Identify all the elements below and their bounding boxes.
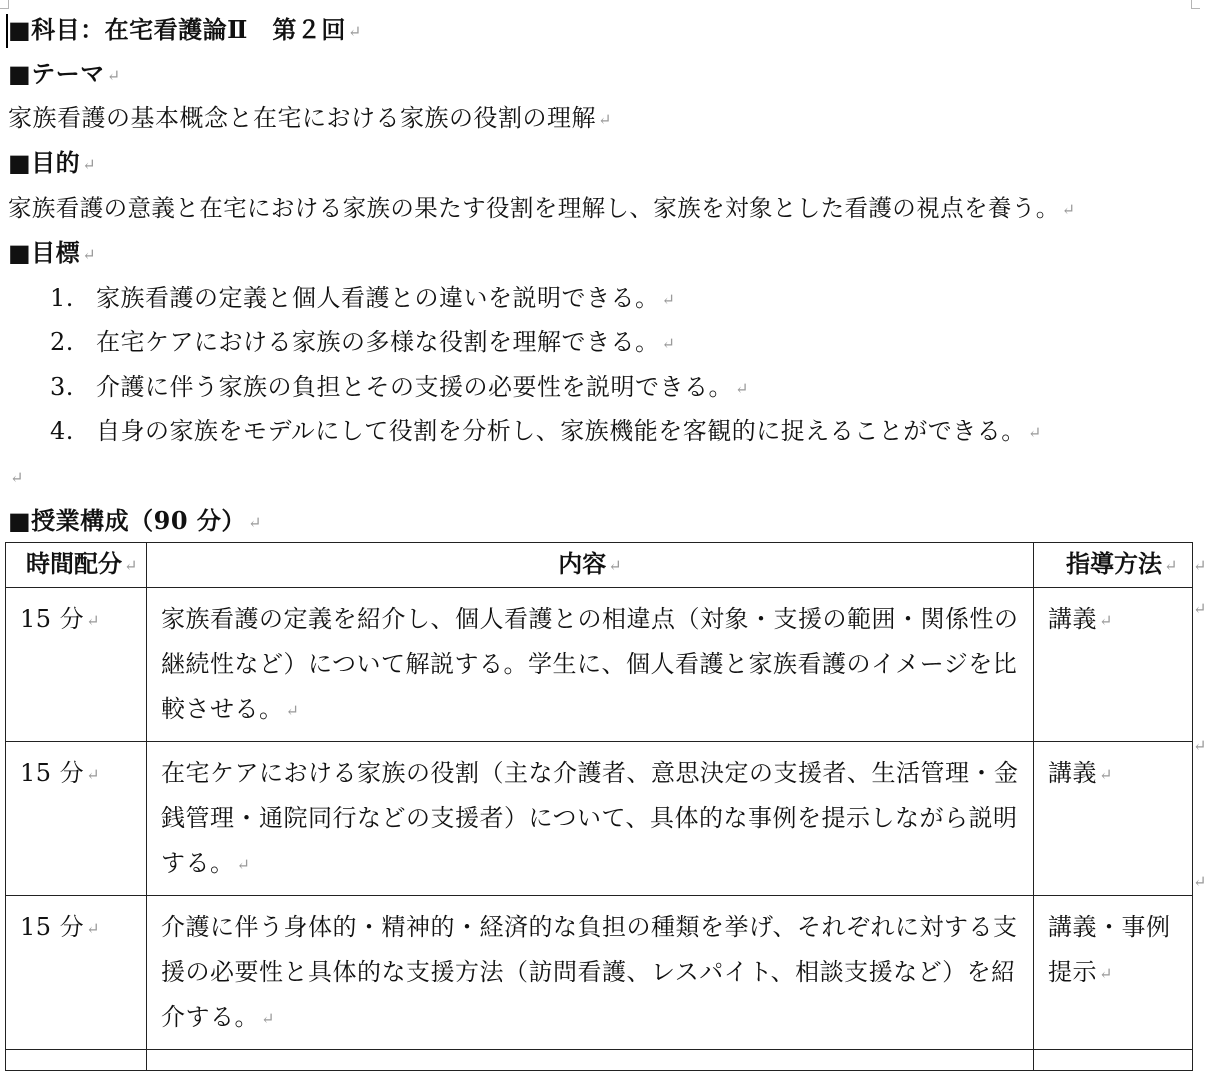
paragraph-mark-icon: ↵ xyxy=(82,245,97,264)
page-corner-mark xyxy=(0,0,9,9)
goals-heading-text: ■目標 xyxy=(8,238,81,267)
table-row xyxy=(6,896,1193,1050)
theme-text-content: 家族看護の基本概念と在宅における家族の役割の理解 xyxy=(8,104,596,132)
theme-text[interactable] xyxy=(8,102,612,136)
cell-time[interactable] xyxy=(6,1050,147,1071)
header-content-label: 内容 xyxy=(558,549,607,578)
cell-mark-icon: ↵ xyxy=(86,765,101,784)
goal-number: 4. xyxy=(50,417,74,445)
time-text: 15 分 xyxy=(20,913,85,941)
cell-mark-icon: ↵ xyxy=(1164,556,1178,575)
table-header-row xyxy=(6,543,1193,588)
goal-item[interactable] xyxy=(50,371,749,405)
goal-number: 3. xyxy=(50,373,74,401)
cell-mark-icon: ↵ xyxy=(86,611,101,630)
goal-number: 1. xyxy=(50,284,74,312)
row-end-mark-icon: ↵ xyxy=(1193,736,1206,755)
cell-method[interactable] xyxy=(1034,896,1193,1050)
header-method-label: 指導方法 xyxy=(1066,549,1162,578)
header-time-label: 時間配分 xyxy=(26,549,122,578)
goal-item[interactable] xyxy=(50,326,675,360)
paragraph-mark-icon: ↵ xyxy=(82,155,97,174)
row-end-mark-icon: ↵ xyxy=(1193,599,1206,618)
cell-content[interactable] xyxy=(147,742,1034,896)
paragraph-mark-icon: ↵ xyxy=(598,110,612,129)
method-text: 講義 xyxy=(1048,759,1097,787)
goal-text: 介護に伴う家族の負担とその支援の必要性を説明できる。 xyxy=(96,373,733,401)
cell-mark-icon: ↵ xyxy=(1099,765,1113,784)
paragraph-mark-icon: ↵ xyxy=(347,22,362,41)
purpose-text-content: 家族看護の意義と在宅における家族の果たす役割を理解し、家族を対象とした看護の視点を養う。 xyxy=(8,194,1060,222)
header-time[interactable] xyxy=(6,543,147,588)
purpose-text[interactable] xyxy=(8,192,1075,226)
table-row-continued xyxy=(6,1050,1193,1071)
lesson-structure-table xyxy=(5,542,1193,1071)
row-end-mark-icon: ↵ xyxy=(1193,556,1206,575)
cell-time[interactable] xyxy=(6,588,147,742)
paragraph-mark-icon: ↵ xyxy=(236,855,251,874)
cell-time[interactable] xyxy=(6,742,147,896)
cell-mark-icon: ↵ xyxy=(608,556,622,575)
course-title-text: ■科目：在宅看護論Ⅱ 第２回 xyxy=(8,15,346,44)
method-text: 講義・事例提示 xyxy=(1048,913,1171,986)
cell-content[interactable] xyxy=(147,588,1034,742)
goals-heading[interactable] xyxy=(8,237,96,271)
paragraph-mark-icon: ↵ xyxy=(661,290,676,309)
empty-paragraph[interactable] xyxy=(8,460,24,494)
method-text: 講義 xyxy=(1048,605,1097,633)
cell-mark-icon: ↵ xyxy=(124,556,138,575)
paragraph-mark-icon: ↵ xyxy=(261,1009,275,1028)
cell-method[interactable] xyxy=(1034,742,1193,896)
cell-method[interactable] xyxy=(1034,588,1193,742)
time-text: 15 分 xyxy=(20,759,85,787)
paragraph-mark-icon: ↵ xyxy=(285,701,300,720)
cell-content[interactable] xyxy=(147,896,1034,1050)
cell-mark-icon: ↵ xyxy=(1099,611,1113,630)
content-text: 在宅ケアにおける家族の役割（主な介護者、意思決定の支援者、生活管理・金銭管理・通院同行などの支援者）について、具体的な事例を提示しながら説明する。 xyxy=(161,759,1019,877)
paragraph-mark-icon: ↵ xyxy=(247,513,262,532)
paragraph-mark-icon: ↵ xyxy=(106,66,121,85)
goal-item[interactable] xyxy=(50,282,675,316)
goal-text: 在宅ケアにおける家族の多様な役割を理解できる。 xyxy=(96,328,660,356)
structure-heading[interactable] xyxy=(8,505,262,539)
course-title[interactable] xyxy=(8,14,362,48)
cell-time[interactable] xyxy=(6,896,147,1050)
table-row xyxy=(6,742,1193,896)
goal-text: 家族看護の定義と個人看護との違いを説明できる。 xyxy=(96,284,660,312)
purpose-heading[interactable] xyxy=(8,147,96,181)
content-text: 家族看護の定義を紹介し、個人看護との相違点（対象・支援の範囲・関係性の継続性など）について解説する。学生に、個人看護と家族看護のイメージを比較させる。 xyxy=(161,605,1019,723)
theme-heading-text: ■テーマ xyxy=(8,59,105,88)
row-end-mark-icon: ↵ xyxy=(1193,872,1206,891)
goal-number: 2. xyxy=(50,328,74,356)
paragraph-mark-icon: ↵ xyxy=(661,334,676,353)
cell-method[interactable] xyxy=(1034,1050,1193,1071)
cell-content[interactable] xyxy=(147,1050,1034,1071)
cell-mark-icon: ↵ xyxy=(1099,964,1113,983)
goal-item[interactable] xyxy=(50,415,1042,449)
structure-heading-text: ■授業構成（90 分） xyxy=(8,506,246,535)
cell-mark-icon: ↵ xyxy=(86,919,101,938)
paragraph-mark-icon: ↵ xyxy=(735,379,749,398)
paragraph-mark-icon: ↵ xyxy=(1061,200,1076,219)
page-corner-mark xyxy=(1191,0,1200,9)
paragraph-mark-icon: ↵ xyxy=(10,468,24,487)
header-content[interactable] xyxy=(147,543,1034,588)
goal-text: 自身の家族をモデルにして役割を分析し、家族機能を客観的に捉えることができる。 xyxy=(96,417,1026,445)
paragraph-mark-icon: ↵ xyxy=(1027,423,1042,442)
header-method[interactable] xyxy=(1034,543,1193,588)
purpose-heading-text: ■目的 xyxy=(8,148,81,177)
theme-heading[interactable] xyxy=(8,58,121,92)
time-text: 15 分 xyxy=(20,605,85,633)
table-row xyxy=(6,588,1193,742)
content-text: 介護に伴う身体的・精神的・経済的な負担の種類を挙げ、それぞれに対する支援の必要性と具体的な支援方法（訪問看護、レスパイト、相談支援など）を紹介する。 xyxy=(161,913,1018,1031)
